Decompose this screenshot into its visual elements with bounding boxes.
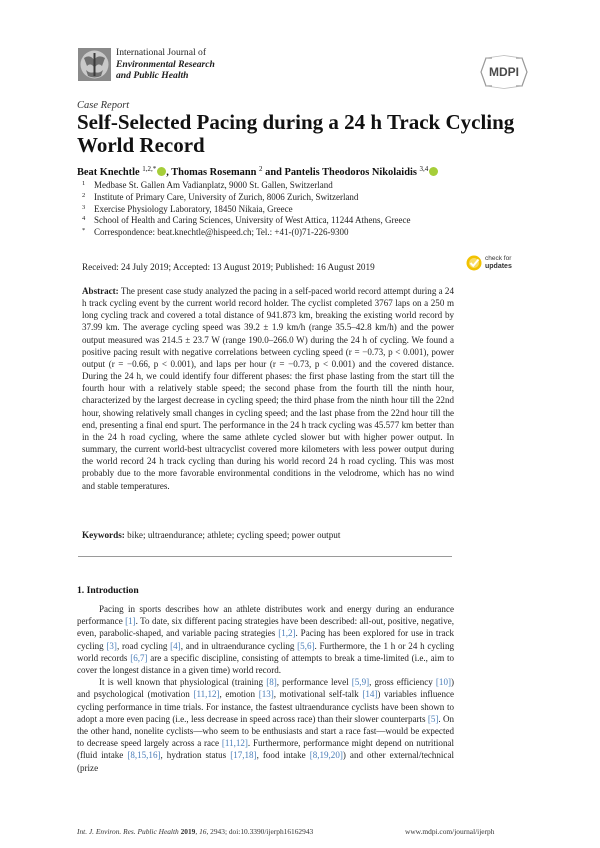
journal-name-line3: and Public Health: [116, 70, 189, 81]
check-updates-line2: updates: [485, 262, 512, 270]
paragraph-text: , food intake: [256, 750, 310, 761]
check-updates-line1: check for: [485, 255, 512, 262]
publication-dates: Received: 24 July 2019; Accepted: 13 August 2019; Published: 16 August 2019: [82, 262, 375, 272]
affiliation-item: [82, 203, 410, 216]
paragraph-text: . To date, six different pacing strategies have been described: all-out, positive, negative, even, parabolic-shaped, and variable pacing strategies: [77, 616, 454, 639]
affiliation-item: [82, 191, 410, 204]
author-affiliation-marks: 2: [259, 165, 263, 173]
affiliation-mark: 3: [82, 203, 86, 211]
orcid-icon[interactable]: [157, 167, 166, 176]
abstract-text: The present case study analyzed the pacing in a self-paced world record attempt during a 24 h track cycling event by the current world record holder. The cyclist completed 3767 laps on a 250 m long cycling track and covered a total distance of 941.873 km, breaking the existing world record by 37.99 km. The average cycling speed was 39.2 ± 1.9 km/h (range 35.5–42.8 km/h) and the power output measured was 214.5 ± 23.7 W (range 190.0–266.0 W) during the 24 h of cycling. We found a positive pacing result with negative correlations between cycling speed (r = −0.73, p < 0.001), power output (r = −0.66, p < 0.001), and laps per hour (r = −0.73, p < 0.001) and the covered distance. During the 24 h, we could identify four different phases: the first phase lasting from the start till the fourth hour with a relatively stable speed; the second phase from the fourth till the ninth hour, characterized by the largest decrease in cycling speed; the third phase from the ninth hour till the 22nd hour, showing relatively small changes in cycling speed; and the last phase from the 22nd hour till the end, presenting a final end spurt. The performance in the 24 h track cycling was 45.577 km better than in the 24 h road cycling, where the same athlete cycled slower but with higher power output. In summary, the current world-best ultracyclist covered more kilometers with less power output during the world record 24 h track cycling than during his world record 24 h road cycling. This was most probably due to the more favorable environmental conditions in the velodrome, which has no wind and stable temperatures.: [82, 286, 454, 491]
introduction-paragraph: [77, 603, 454, 676]
footer-journal-abbrev: Int. J. Environ. Res. Public Health: [77, 827, 179, 836]
citation-link[interactable]: [8]: [266, 677, 277, 688]
check-for-updates-button[interactable]: [466, 253, 546, 275]
paragraph-text: . Pacing has been explored for use in track cycling: [77, 628, 455, 651]
paragraph-text: It is well known that physiological (training: [99, 677, 267, 688]
footer-citation: Int. J. Environ. Res. Public Health 2019, 16, 2943; doi:10.3390/ijerph16162943: [77, 827, 314, 836]
author-affiliation-marks: 3,4: [419, 165, 429, 173]
affiliation-text: Institute of Primary Care, University of Zurich, 8006 Zurich, Switzerland: [94, 191, 359, 202]
paragraph-text: . Furthermore, performance might depend on nutritional (fluid intake: [77, 738, 454, 761]
citation-link[interactable]: [17,18]: [230, 750, 257, 761]
affiliation-text: School of Health and Caring Sciences, University of West Attica, 11244 Athens, Greece: [94, 215, 411, 226]
paragraph-text: , road cycling: [116, 640, 171, 651]
orcid-icon[interactable]: [429, 167, 438, 176]
affiliation-mark: 1: [82, 180, 86, 187]
author-list: [77, 165, 438, 178]
affiliation-item: [82, 215, 411, 227]
citation-link[interactable]: [1,2]: [278, 628, 296, 639]
citation-link[interactable]: [13]: [258, 689, 274, 700]
paragraph-text: Pacing in sports describes how an athlete distributes work and energy during an endurance performance: [77, 604, 454, 627]
paragraph-text: , gross efficiency: [369, 677, 436, 688]
affiliations-list: [82, 180, 411, 239]
author-affiliation-marks: 1,2,*: [142, 165, 157, 173]
paragraph-text: , and in ultraendurance cycling: [180, 640, 298, 651]
paragraph-text: , performance level: [276, 677, 352, 688]
author-separator: and: [262, 167, 285, 178]
check-updates-icon: [466, 255, 482, 271]
citation-link[interactable]: [8,19,20]: [309, 750, 343, 761]
mdpi-logo-text: MDPI: [489, 65, 519, 79]
citation-link[interactable]: [11,12]: [221, 738, 248, 749]
paragraph-text: . Furthermore, the 1 h or 24 h cycling world records: [77, 640, 454, 663]
citation-link[interactable]: [5]: [427, 713, 439, 724]
paragraph-text: , motivational self-talk: [273, 689, 363, 700]
correspondence-text[interactable]: Correspondence: beat.knechtle@hispeed.ch; Tel.: +41-(0)71-226-9300: [94, 227, 349, 238]
paragraph-text: ) and other external/technical (prize: [77, 750, 454, 773]
citation-link[interactable]: [10]: [435, 677, 451, 688]
affiliation-text: Exercise Physiology Laboratory, 18450 Nikaia, Greece: [94, 203, 293, 214]
journal-name: [116, 47, 215, 82]
author-separator: ,: [166, 167, 172, 178]
affiliation-text: Medbase St. Gallen Am Vadianplatz, 9000 St. Gallen, Switzerland: [94, 180, 333, 190]
section-heading-introduction: 1. Introduction: [77, 585, 139, 596]
mdpi-logo: [478, 55, 530, 89]
author-name[interactable]: Beat Knechtle: [77, 167, 140, 178]
keywords-label: Keywords:: [82, 530, 125, 540]
footer-year: 2019: [180, 827, 196, 836]
citation-link[interactable]: [6,7]: [130, 652, 148, 663]
author-name[interactable]: Thomas Rosemann: [171, 167, 257, 178]
check-updates-label: [485, 255, 512, 270]
section-divider: [78, 556, 452, 557]
abstract: [82, 285, 454, 492]
paragraph-text: . On the other hand, nonelite cyclists—who seem to be enthusiasts and start a race fast—would be expected to decrease speed largely across a race: [77, 713, 454, 749]
affiliation-mark: *: [82, 227, 86, 235]
footer-journal-url[interactable]: www.mdpi.com/journal/ijerph: [405, 827, 495, 836]
abstract-label: Abstract:: [82, 286, 119, 296]
citation-link[interactable]: [3]: [106, 640, 117, 651]
correspondence-item: [82, 227, 410, 239]
journal-name-line2: Environmental Research: [116, 58, 215, 70]
citation-link[interactable]: [11,12]: [193, 689, 220, 700]
journal-logo: [78, 48, 111, 81]
paragraph-text: ) variables influence cycling performance in time trials. For instance, the fastest ultraendurance cyclists have been shown to adopt a more even pacing (i.e., less decrease in speed across race) than their slower counterparts: [77, 689, 455, 724]
author-name[interactable]: Pantelis Theodoros Nikolaidis: [284, 167, 417, 178]
introduction-paragraph: [77, 676, 454, 774]
article-type: Case Report: [77, 100, 130, 111]
paragraph-text: , hydration status: [160, 750, 231, 761]
citation-link[interactable]: [5,6]: [297, 640, 315, 651]
keywords: [82, 530, 340, 540]
footer-volume: 16: [199, 827, 207, 836]
affiliation-item: [82, 180, 410, 192]
citation-link[interactable]: [14]: [362, 689, 378, 700]
footer-doi[interactable]: , 2943; doi:10.3390/ijerph16162943: [206, 827, 314, 836]
citation-link[interactable]: [4]: [170, 640, 181, 651]
introduction-body: [77, 603, 454, 774]
keywords-text: bike; ultraendurance; athlete; cycling speed; power output: [127, 530, 341, 540]
affiliation-mark: 2: [82, 191, 86, 199]
citation-link[interactable]: [8,15,16]: [127, 750, 161, 761]
citation-link[interactable]: [5,9]: [351, 677, 370, 688]
paragraph-text: ) and psychological (motivation: [77, 677, 454, 700]
article-title: Self-Selected Pacing during a 24 h Track Cycling World Record: [77, 110, 515, 157]
journal-name-line1: International Journal of: [116, 47, 207, 58]
affiliation-mark: 4: [82, 215, 86, 223]
citation-link[interactable]: [1]: [125, 616, 136, 627]
paragraph-text: are a specific discipline, consisting of attempts to break a time-limited (i.e., aim to cover the longest distance in a given time) world record.: [77, 652, 454, 676]
paragraph-text: , emotion: [219, 689, 259, 700]
